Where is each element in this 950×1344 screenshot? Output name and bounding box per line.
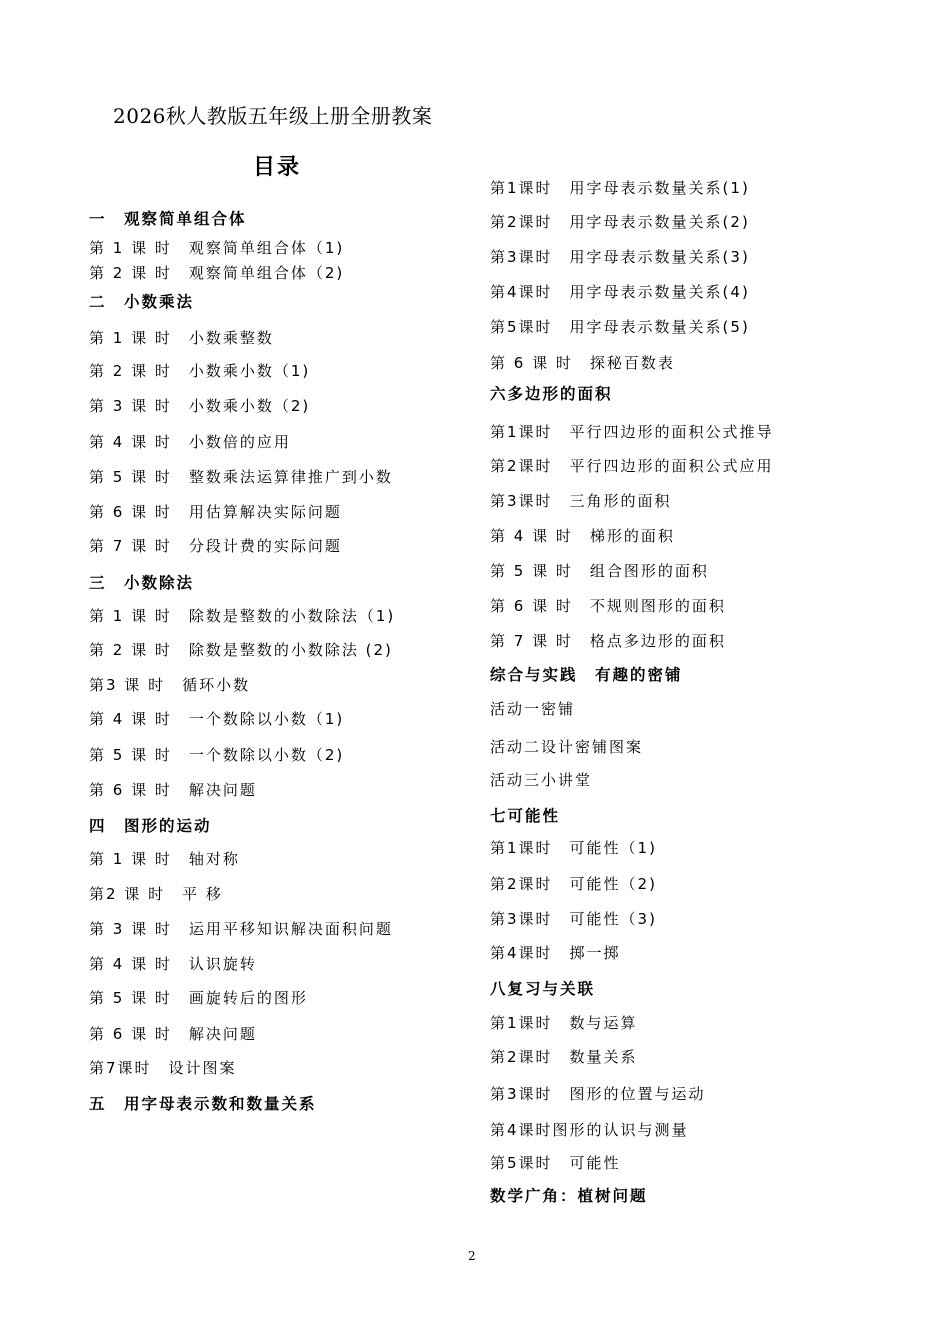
toc-lesson-item: 第 1 课 时 观察简单组合体（1)	[89, 239, 345, 257]
toc-lesson-item: 第4课时图形的认识与测量	[490, 1121, 689, 1139]
toc-lesson-item: 活动三小讲堂	[490, 771, 593, 789]
toc-section-heading: 综合与实践 有趣的密铺	[490, 666, 683, 684]
toc-lesson-item: 第3课时 图形的位置与运动	[490, 1085, 706, 1103]
toc-lesson-item: 活动一密铺	[490, 700, 576, 718]
page-number: 2	[468, 1249, 476, 1263]
toc-lesson-item: 第 4 课 时 小数倍的应用	[89, 433, 291, 451]
toc-lesson-item: 第 5 课 时 一个数除以小数（2)	[89, 746, 345, 764]
toc-lesson-item: 第2课时 数量关系	[490, 1048, 638, 1066]
toc-lesson-item: 第 3 课 时 小数乘小数（2)	[89, 397, 311, 415]
toc-lesson-item: 第 2 课 时 观察简单组合体（2)	[89, 264, 345, 282]
toc-lesson-item: 第1课时 平行四边形的面积公式推导	[490, 423, 774, 441]
toc-section-heading: 数学广角：植树问题	[490, 1187, 648, 1205]
toc-lesson-item: 第 4 课 时 一个数除以小数（1)	[89, 710, 345, 728]
toc-lesson-item: 第5课时 用字母表示数量关系(5)	[490, 318, 750, 336]
toc-lesson-item: 第3课时 用字母表示数量关系(3)	[490, 248, 750, 266]
toc-lesson-item: 第 6 课 时 不规则图形的面积	[490, 597, 726, 615]
toc-lesson-item: 第 1 课 时 小数乘整数	[89, 329, 274, 347]
toc-section-heading: 五 用字母表示数和数量关系	[89, 1095, 317, 1113]
toc-lesson-item: 第4课时 掷一掷	[490, 944, 621, 962]
toc-lesson-item: 第1课时 数与运算	[490, 1014, 638, 1032]
toc-lesson-item: 第 6 课 时 解决问题	[89, 1025, 257, 1043]
toc-lesson-item: 第1课时 用字母表示数量关系(1)	[490, 179, 750, 197]
toc-lesson-item: 第 4 课 时 梯形的面积	[490, 527, 675, 545]
toc-lesson-item: 第3课时 三角形的面积	[490, 492, 672, 510]
toc-lesson-item: 第3课时 可能性（3)	[490, 910, 657, 928]
toc-lesson-item: 第7课时 设计图案	[89, 1059, 237, 1077]
toc-lesson-item: 第2课时 平行四边形的面积公式应用	[490, 457, 774, 475]
toc-section-heading: 三 小数除法	[89, 574, 195, 592]
toc-lesson-item: 第 5 课 时 画旋转后的图形	[89, 989, 308, 1007]
toc-lesson-item: 第2课时 用字母表示数量关系(2)	[490, 213, 750, 231]
toc-lesson-item: 第 7 课 时 格点多边形的面积	[490, 632, 726, 650]
toc-lesson-item: 第 3 课 时 运用平移知识解决面积问题	[89, 920, 393, 938]
toc-section-heading: 四 图形的运动	[89, 817, 212, 835]
toc-lesson-item: 第5课时 可能性	[490, 1154, 621, 1172]
toc-lesson-item: 第 7 课 时 分段计费的实际问题	[89, 537, 342, 555]
toc-section-heading: 一 观察简单组合体	[89, 210, 247, 228]
toc-lesson-item: 第2 课 时 平 移	[89, 885, 223, 903]
toc-section-heading: 七可能性	[490, 807, 561, 825]
toc-lesson-item: 第 6 课 时 解决问题	[89, 781, 257, 799]
toc-section-heading: 六多边形的面积	[490, 385, 613, 403]
toc-section-heading: 二 小数乘法	[89, 293, 195, 311]
toc-lesson-item: 第 6 课 时 用估算解决实际问题	[89, 503, 342, 521]
toc-lesson-item: 第 2 课 时 除数是整数的小数除法 (2)	[89, 641, 393, 659]
toc-lesson-item: 第4课时 用字母表示数量关系(4)	[490, 283, 750, 301]
toc-lesson-item: 第 1 课 时 轴对称	[89, 850, 240, 868]
toc-lesson-item: 第 1 课 时 除数是整数的小数除法（1)	[89, 607, 396, 625]
toc-lesson-item: 第1课时 可能性（1)	[490, 839, 657, 857]
toc-lesson-item: 第3 课 时 循环小数	[89, 676, 251, 694]
toc-lesson-item: 第 2 课 时 小数乘小数（1)	[89, 362, 311, 380]
toc-lesson-item: 第 5 课 时 整数乘法运算律推广到小数	[89, 468, 393, 486]
toc-lesson-item: 第 4 课 时 认识旋转	[89, 955, 257, 973]
toc-lesson-item: 活动二设计密铺图案	[490, 738, 644, 756]
toc-lesson-item: 第 6 课 时 探秘百数表	[490, 354, 675, 372]
toc-lesson-item: 第 5 课 时 组合图形的面积	[490, 562, 709, 580]
toc-lesson-item: 第2课时 可能性（2)	[490, 875, 657, 893]
document-title: 2026秋人教版五年级上册全册教案	[113, 104, 433, 128]
toc-section-heading: 八复习与关联	[490, 980, 596, 998]
toc-heading: 目录	[253, 155, 302, 180]
